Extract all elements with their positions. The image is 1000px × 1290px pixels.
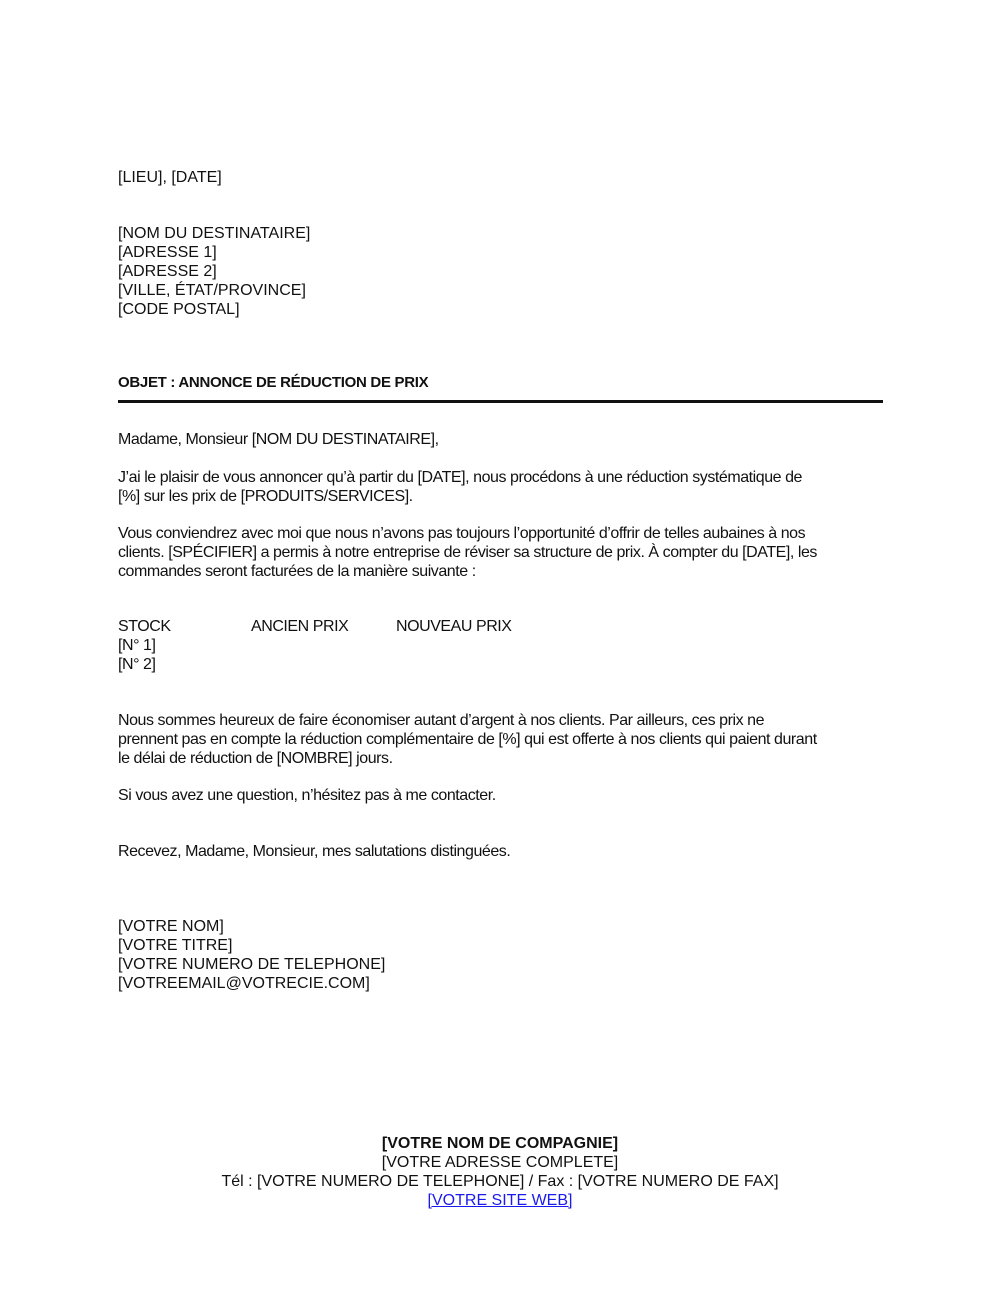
- recipient-postal-code: [CODE POSTAL]: [118, 301, 240, 318]
- paragraph-4: [118, 786, 888, 805]
- paragraph-2-line-1: Vous conviendrez avec moi que nous n’avons pas toujours l’opportunité d’offrir de telles aubaines à nos: [118, 525, 806, 542]
- salutation: [118, 430, 888, 449]
- footer-address: [VOTRE ADRESSE COMPLETE]: [381, 1154, 619, 1171]
- signature-block: [118, 917, 385, 993]
- paragraph-3-line-1: Nous sommes heureux de faire économiser autant d’argent à nos clients. Par ailleurs, ces prix ne: [118, 712, 765, 729]
- recipient-address-2: [ADRESSE 2]: [118, 263, 217, 280]
- closing-text: Recevez, Madame, Monsieur, mes salutations distinguées.: [118, 843, 511, 860]
- signature-name: [VOTRE NOM]: [118, 918, 224, 935]
- paragraph-1-line-1: J’ai le plaisir de vous annoncer qu’à partir du [DATE], nous procédons à une réduction systématique de: [118, 469, 802, 486]
- column-header-new-price: NOUVEAU PRIX: [396, 618, 512, 635]
- paragraph-2-line-2: clients. [SPÉCIFIER] a permis à notre entreprise de réviser sa structure de prix. À compter du [DATE], les: [118, 544, 817, 561]
- recipient-address-block: [118, 224, 310, 319]
- paragraph-3-line-3: le délai de réduction de [NOMBRE] jours.: [118, 750, 393, 767]
- footer-website-link[interactable]: [VOTRE SITE WEB]: [427, 1192, 573, 1209]
- footer-company-name: [VOTRE NOM DE COMPAGNIE]: [381, 1135, 619, 1152]
- recipient-address-1: [ADRESSE 1]: [118, 244, 217, 261]
- signature-title: [VOTRE TITRE]: [118, 937, 233, 954]
- paragraph-1-line-2: [%] sur les prix de [PRODUITS/SERVICES].: [118, 488, 413, 505]
- subject-divider: [118, 400, 883, 403]
- paragraph-2-line-3: commandes seront facturées de la manière suivante :: [118, 563, 476, 580]
- paragraph-3-line-2: prennent pas en compte la réduction complémentaire de [%] qui est offerte à nos clients qui paient durant: [118, 731, 817, 748]
- table-row-stock-1: [N° 1]: [118, 637, 156, 654]
- subject-heading: OBJET : ANNONCE DE RÉDUCTION DE PRIX: [118, 374, 429, 391]
- table-row-stock-2: [N° 2]: [118, 656, 156, 673]
- salutation-text: Madame, Monsieur [NOM DU DESTINATAIRE],: [118, 431, 439, 448]
- footer-contact: Tél : [VOTRE NUMERO DE TELEPHONE] / Fax : [VOTRE NUMERO DE FAX]: [221, 1173, 779, 1190]
- recipient-name: [NOM DU DESTINATAIRE]: [118, 225, 311, 242]
- closing: [118, 842, 888, 861]
- place-date-text: [LIEU], [DATE]: [118, 169, 222, 186]
- signature-phone: [VOTRE NUMERO DE TELEPHONE]: [118, 956, 386, 973]
- column-header-stock: STOCK: [118, 618, 171, 635]
- place-date: [118, 168, 222, 187]
- paragraph-4-text: Si vous avez une question, n’hésitez pas à me contacter.: [118, 787, 496, 804]
- paragraph-1: [118, 468, 888, 506]
- company-footer: [0, 1134, 1000, 1210]
- recipient-city: [VILLE, ÉTAT/PROVINCE]: [118, 282, 306, 299]
- column-header-old-price: ANCIEN PRIX: [251, 618, 349, 635]
- paragraph-2: [118, 524, 888, 581]
- signature-email: [VOTREEMAIL@VOTRECIE.COM]: [118, 975, 370, 992]
- paragraph-3: [118, 711, 888, 768]
